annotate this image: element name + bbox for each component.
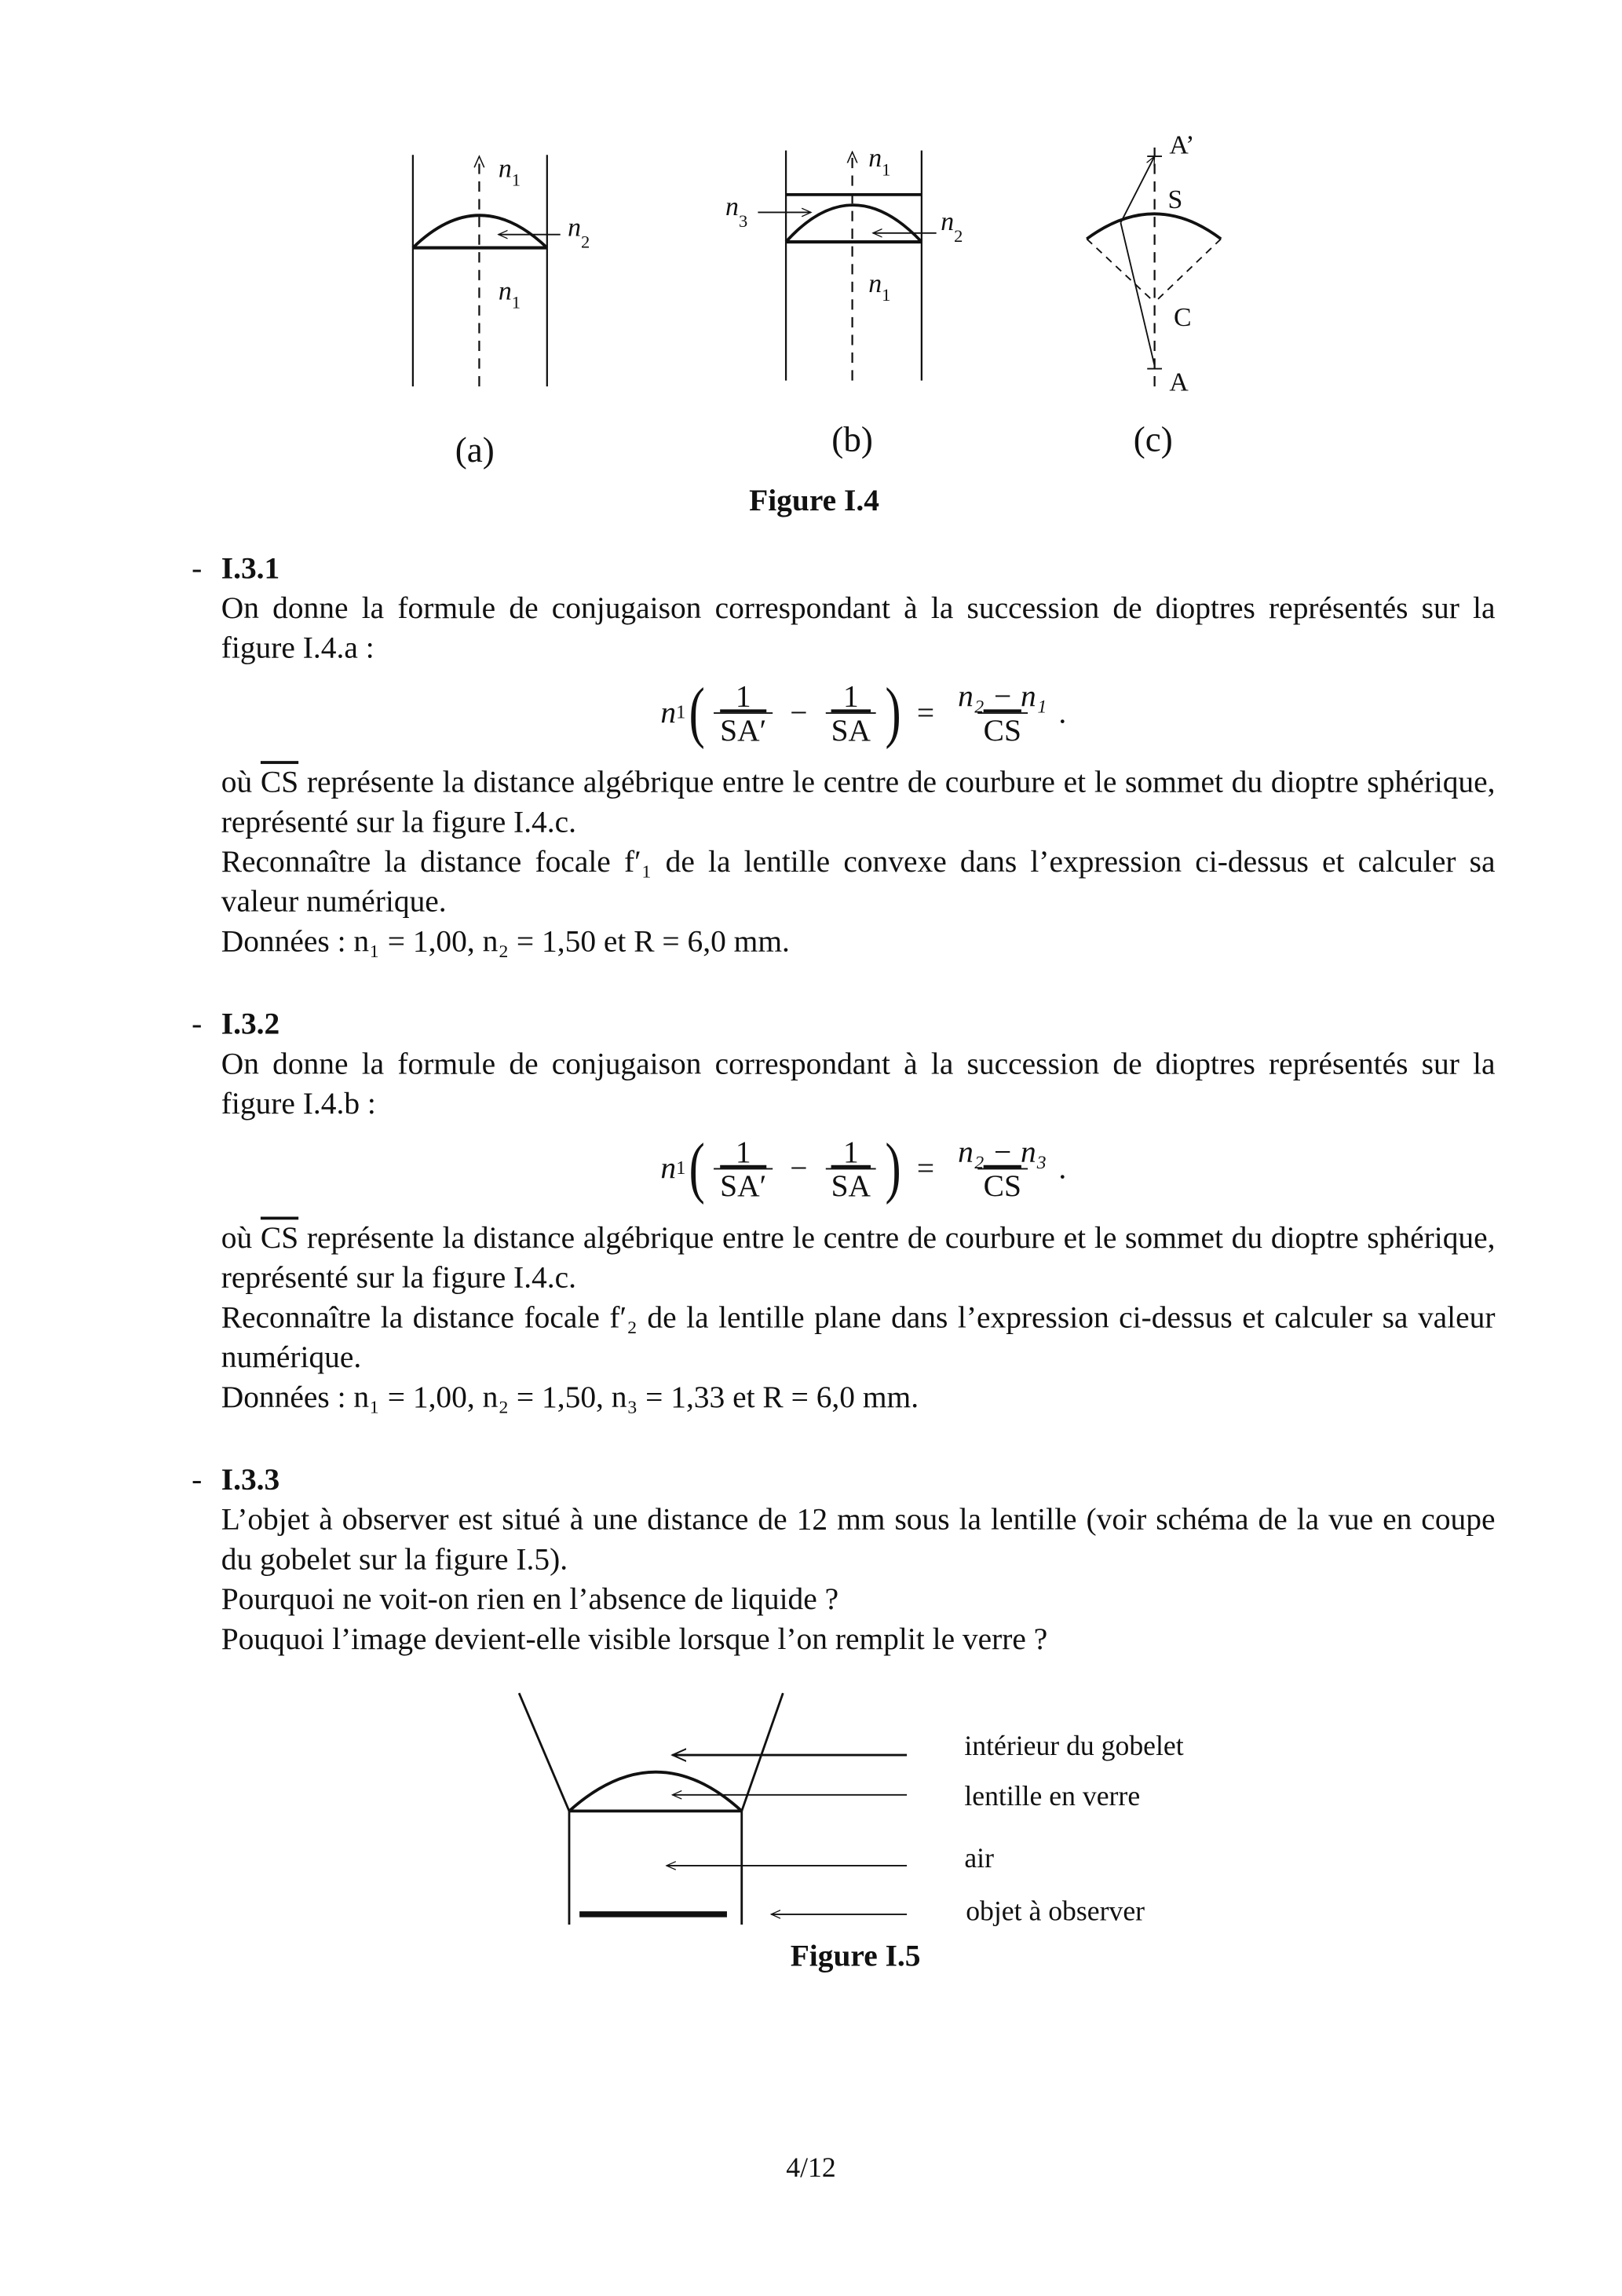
svg-text:n2: $n_2$ [568, 213, 590, 252]
svg-text:n1: $n_1$ [498, 276, 521, 313]
svg-text:n1: $n_1$ [868, 144, 891, 180]
figure-I4b [758, 151, 936, 381]
intro-text: On donne la formule de conjugaison correspondant à la succession de dioptres représentés sur la figure I.4.b : [221, 1045, 1496, 1121]
label-interior: intérieur du gobelet [964, 1730, 1184, 1762]
question-line: Pouquoi l’image devient-elle visible lorsque l’on remplit le verre ? [221, 1621, 1048, 1657]
section-I-3-1 [192, 549, 1495, 962]
data-text: Données : n₁ = 1,00, n₂ = 1,50, n₃ = 1,33 et R = 6,0 mm. [221, 1379, 919, 1415]
label-object: objet à observer [966, 1895, 1145, 1927]
figure-I4a [413, 155, 561, 386]
conjugation-formula: n 1 ( $\frac{1}{SA'}$ − $\frac{1}{SA}$ ) = $\frac{\text{n₂ − n₁}}{CS}$ . [660, 674, 1067, 750]
task-text: Reconnaître la distance focale f′₁ de la lentille convexe dans l’expression ci-dessus et calculer sa valeur numérique. [221, 843, 1496, 919]
svg-text:n1: $n_1$ [868, 269, 891, 305]
figure-I5-caption: Figure I.5 [790, 1937, 921, 1974]
svg-text:n1: $n_1$ [498, 154, 521, 190]
page-number: 4/12 [786, 2153, 836, 2184]
figure-I4c [1087, 148, 1221, 386]
svg-text:A: A [1169, 367, 1189, 397]
paragraph-line: L’objet à observer est situé à une distance de 12 mm sous la lentille (voir schéma de la vue en coupe du gobelet sur la figure I.5). [221, 1501, 1496, 1577]
label-c: (c) [1133, 419, 1173, 459]
conjugation-formula: n 1 ( $\frac{1}{SA'}$ − $\frac{1}{SA}$ ) = $\frac{\text{n₂ − n₃}}{CS}$ . [660, 1129, 1067, 1205]
svg-text:A’: A’ [1169, 130, 1195, 160]
figure-I4 [0, 0, 1622, 487]
svg-text:C: C [1174, 303, 1192, 333]
intro-text: On donne la formule de conjugaison correspondant à la succession de dioptres représentés sur la figure I.4.a : [221, 590, 1496, 666]
glass-lens-curve [569, 1772, 742, 1812]
section-I-3-2 [192, 1004, 1495, 1417]
section-title: I.3.2 [221, 1005, 280, 1042]
svg-text:S: S [1167, 185, 1183, 214]
where-text: où $\overline{CS}$ représente la distance algébrique entre le centre de courbure et le sommet du dioptre sphérique, représenté sur la figure I.4.c. [221, 763, 1496, 839]
section-title: I.3.3 [221, 1461, 280, 1497]
where-text: où $\overline{CS}$ représente la distance algébrique entre le centre de courbure et le sommet du dioptre sphérique, représenté sur la figure I.4.c. [221, 1219, 1496, 1296]
bullet-dash: - [192, 550, 203, 586]
data-text: Données : n₁ = 1,00, n₂ = 1,50 et R = 6,0 mm. [221, 923, 790, 959]
svg-text:n2: $n_2$ [941, 207, 963, 247]
question-line: Pourquoi ne voit-on rien en l’absence de liquide ? [221, 1581, 839, 1617]
section-I-3-3 [192, 1460, 1495, 1659]
label-b: (b) [831, 419, 873, 459]
bullet-dash: - [192, 1461, 203, 1497]
figure-I4-caption: Figure I.4 [749, 482, 879, 518]
section-title: I.3.1 [221, 550, 280, 586]
label-a: (a) [455, 430, 495, 470]
label-lens: lentille en verre [964, 1779, 1141, 1812]
bullet-dash: - [192, 1005, 203, 1042]
label-air: air [964, 1841, 994, 1874]
svg-text:n3: $n_3$ [725, 192, 748, 232]
task-text: Reconnaître la distance focale f′₂ de la lentille plane dans l’expression ci-dessus et calculer sa valeur numérique. [221, 1299, 1496, 1375]
